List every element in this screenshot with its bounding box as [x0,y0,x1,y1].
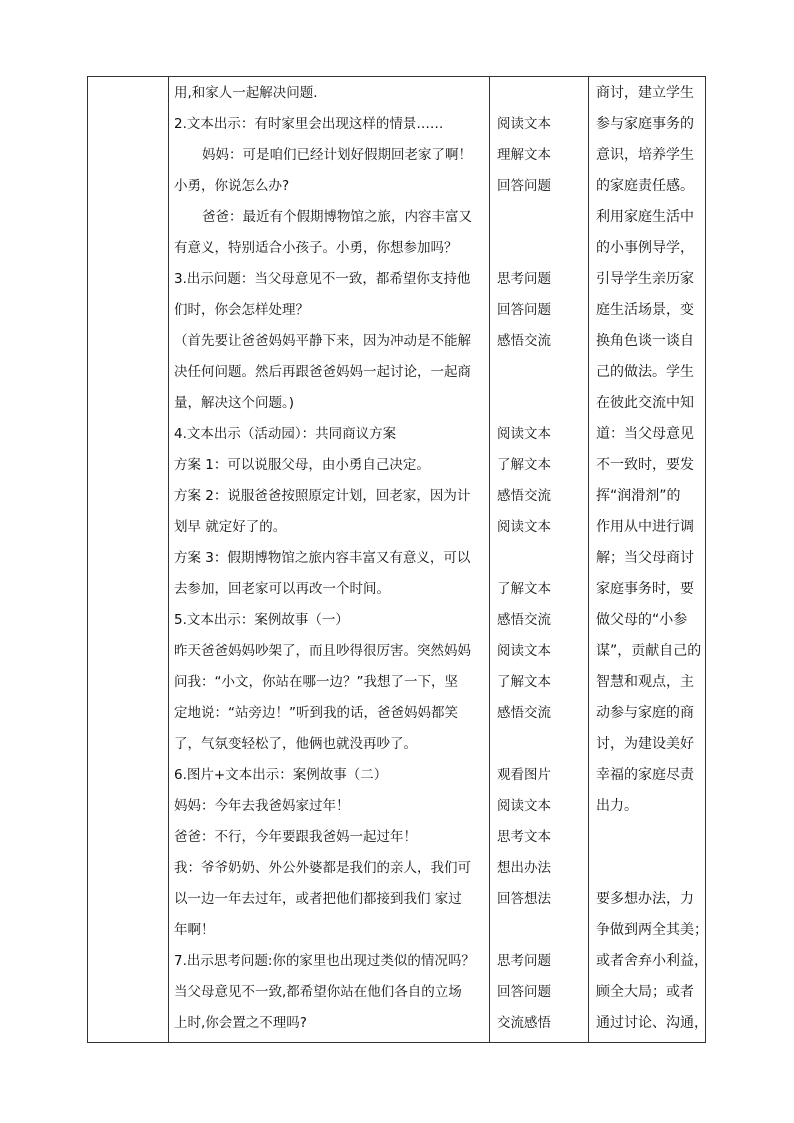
text-line: 年啊！ [174,922,215,938]
text-line: 有意义，特别适合小孩子。小勇，你想参加吗？ [174,240,458,256]
text-line: 思考文本 [497,829,551,845]
text-line: 爸爸：最近有个假期博物馆之旅，内容丰富又 [202,209,472,225]
text-line: 了解文本 [497,581,551,597]
text-line: 昨天爸爸妈妈吵架了，而且吵得很厉害。突然妈妈 [174,643,471,659]
text-line: 的小事例导学， [596,240,694,256]
text-line: 或者舍弃小利益， [596,953,708,969]
text-line: 家庭事务时，要 [596,581,694,597]
text-line: 交流感悟 [497,1015,551,1031]
text-line: 感悟交流 [497,705,551,721]
text-line: 幸福的家庭尽责 [596,767,694,783]
text-line: 们时，你会怎样处理？ [174,302,309,318]
text-line: 道：当父母意见 [596,426,694,442]
text-line: 通过讨论、沟通， [596,1015,708,1031]
text-line: 回答想法 [497,891,551,907]
text-line: 回答问题 [497,302,551,318]
text-line: 在彼此交流中知 [596,395,694,411]
column-divider [168,77,169,1042]
text-line: 回答问题 [497,984,551,1000]
text-line: 讨，为建设美好 [596,736,694,752]
text-line: 意识，培养学生 [596,147,694,163]
lesson-table [87,76,706,1043]
text-line: 4.文本出示（活动园）：共同商议方案 [174,426,397,442]
text-line: 爸爸：不行，今年要跟我爸妈一起过年！ [174,829,417,845]
text-line: 方案 1：可以说服父母，由小勇自己决定。 [174,457,430,473]
text-line: 顾全大局；或者 [596,984,694,1000]
text-line: 了，气氛变轻松了，他俩也就没再吵了。 [174,736,417,752]
text-line: 出力。 [596,798,638,814]
text-line: 阅读文本 [497,426,551,442]
text-line: 动参与家庭的商 [596,705,694,721]
text-line: 争做到两全其美； [596,922,708,938]
text-line: 方案 3：假期博物馆之旅内容丰富又有意义，可以 [174,550,471,566]
text-line: 量，解决这个问题。) [174,395,295,411]
text-line: 利用家庭生活中 [596,209,694,225]
text-line: 感悟交流 [497,488,551,504]
text-line: 了解文本 [497,457,551,473]
column-divider [588,77,589,1042]
text-line: 换角色谈一谈自 [596,333,694,349]
column-divider [489,77,490,1042]
text-line: 想出办法 [497,860,551,876]
text-line: 了解文本 [497,674,551,690]
text-line: 小勇，你说怎么办? [174,178,290,194]
text-line: 己的做法。学生 [596,364,694,380]
text-line: 商讨，建立学生 [596,85,694,101]
text-line: 感悟交流 [497,333,551,349]
text-line: 不一致时，要发 [596,457,694,473]
text-line: 上时,你会置之不理吗? [174,1015,307,1031]
text-line: （首先要让爸爸妈妈平静下来，因为冲动是不能解 [174,333,471,349]
text-line: 2.文本出示：有时家里会出现这样的情景…… [174,116,444,132]
text-line: 6.图片+文本出示：案例故事（二） [174,767,388,783]
text-line: 参与家庭事务的 [596,116,694,132]
text-line: 定地说：“站旁边！”听到我的话，爸爸妈妈都笑 [174,705,458,721]
text-line: 阅读文本 [497,643,551,659]
text-line: 决任何问题。然后再跟爸爸妈妈一起讨论，一起商 [174,364,471,380]
text-line: 5.文本出示：案例故事（一） [174,612,349,628]
text-line: 观看图片 [497,767,551,783]
text-line: 7.出示思考问题:你的家里也出现过类似的情况吗？ [174,953,475,969]
text-line: 思考问题 [497,953,551,969]
text-line: 回答问题 [497,178,551,194]
text-line: 感悟交流 [497,612,551,628]
text-line: 做父母的“小参 [596,612,688,628]
text-line: 思考问题 [497,271,551,287]
text-line: 3.出示问题：当父母意见不一致，都希望你支持他 [174,271,471,287]
text-line: 我：爷爷奶奶、外公外婆都是我们的亲人，我们可 [174,860,471,876]
text-line: 以一边一年去过年，或者把他们都接到我们 家过 [174,891,462,907]
text-line: 的家庭责任感。 [596,178,694,194]
text-line: 引导学生亲历家 [596,271,694,287]
text-line: 智慧和观点，主 [596,674,694,690]
text-line: 阅读文本 [497,519,551,535]
text-line: 当父母意见不一致,都希望你站在他们各自的立场 [174,984,462,1000]
text-line: 理解文本 [497,147,551,163]
text-line: 解；当父母商讨 [596,550,694,566]
text-line: 谋”，贡献自己的 [596,643,702,659]
text-line: 用,和家人一起解决问题. [174,85,318,101]
text-line: 要多想办法，力 [596,891,694,907]
text-line: 阅读文本 [497,798,551,814]
text-line: 庭生活场景，变 [596,302,694,318]
text-line: 阅读文本 [497,116,551,132]
text-line: 去参加，回老家可以再改一个时间。 [174,581,390,597]
text-line: 划早 就定好了的。 [174,519,287,535]
text-line: 妈妈：今年去我爸妈家过年！ [174,798,350,814]
text-line: 妈妈：可是咱们已经计划好假期回老家了啊！ [202,147,472,163]
text-line: 挥“润滑剂”的 [596,488,681,504]
text-line: 方案 2：说服爸爸按照原定计划，回老家，因为计 [174,488,471,504]
text-line: 作用从中进行调 [596,519,694,535]
text-line: 问我：“小文，你站在哪一边？”我想了一下，坚 [174,674,458,690]
